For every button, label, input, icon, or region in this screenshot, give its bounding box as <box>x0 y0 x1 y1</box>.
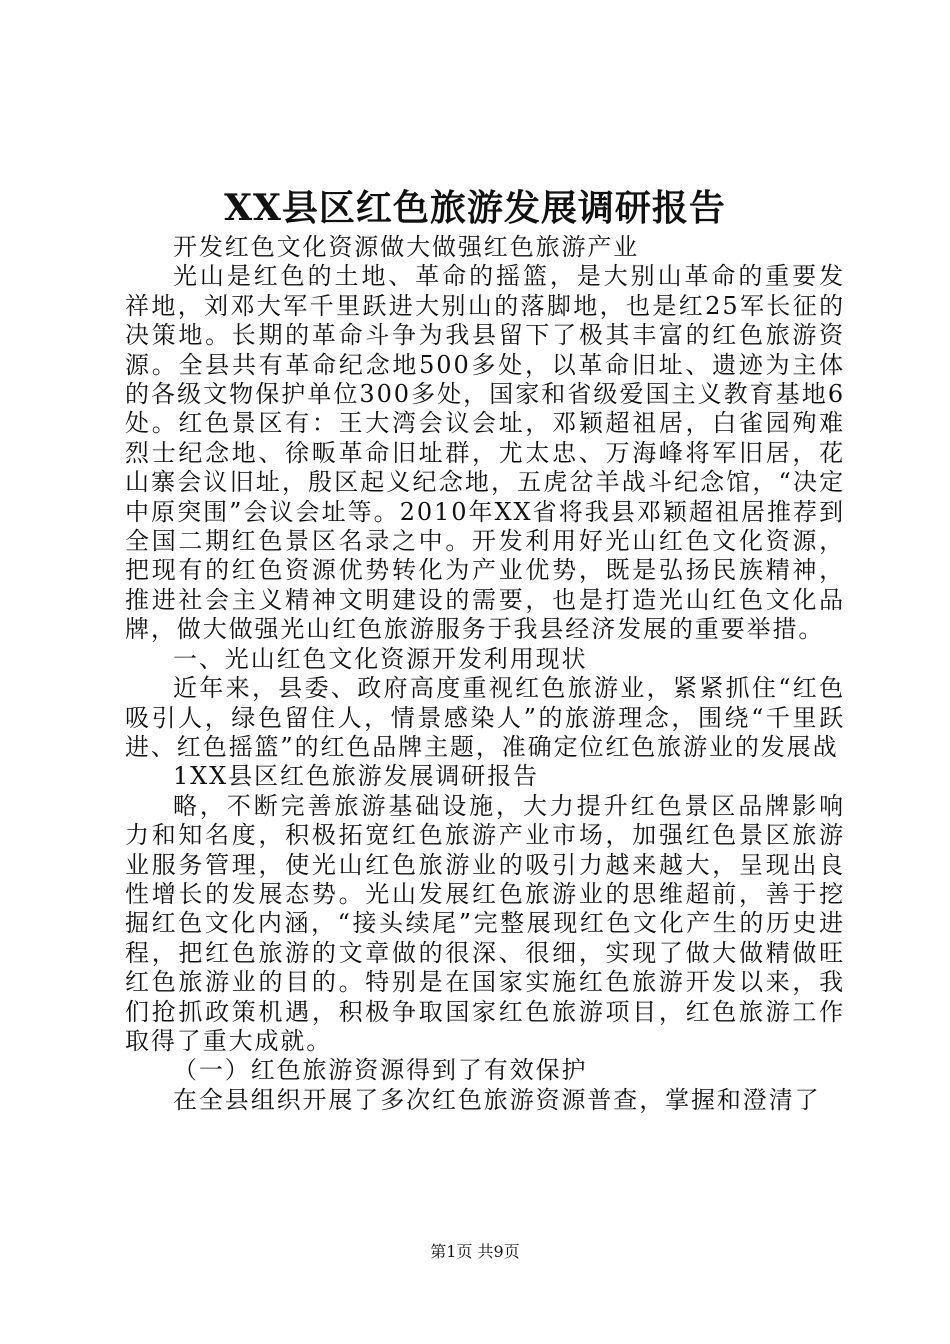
page-header-repeat: 1XX县区红色旅游发展调研报告 <box>173 762 539 791</box>
document-body <box>125 233 845 1115</box>
paragraph-strategy: 略，不断完善旅游基础设施，大力提升红色景区品牌影响力和知名度，积极拓宽红色旅游产业市场，加强红色景区旅游业服务管理，使光山红色旅游业的吸引力越来越大，呈现出良性增长的发展态势。光山发展红色旅游业的思维超前，善于挖掘红色文化内涵，“接头续尾”完整展现红色文化产生的历史进程，把红色旅游的文章做的很深、很细，实现了做大做精做旺红色旅游业的目的。特别是在国家实施红色旅游开发以来，我们抢抓政策机遇，积极争取国家红色旅游项目，红色旅游工作取得了重大成就。 <box>125 791 845 1055</box>
page-footer: 第1页 共9页 <box>430 1242 520 1261</box>
paragraph-intro: 光山是红色的土地、革命的摇篮，是大别山革命的重要发祥地，刘邓大军千里跃进大别山的落脚地，也是红25军长征的决策地。长期的革命斗争为我县留下了极其丰富的红色旅游资源。全县共有革命纪念地500多处，以革命旧址、遗迹为主体的各级文物保护单位300多处，国家和省级爱国主义教育基地6处。红色景区有：王大湾会议会址，邓颖超祖居，白雀园殉难烈士纪念地、徐畈革命旧址群，尤太忠、万海峰将军旧居，花山寨会议旧址，殷区起义纪念地，五虎岔羊战斗纪念馆，“决定中原突围”会议会址等。2010年XX省将我县邓颖超祖居推荐到全国二期红色景区名录之中。开发利用好光山红色文化资源，把现有的红色资源优势转化为产业优势，既是弘扬民族精神，推进社会主义精神文明建设的需要，也是打造光山红色文化品牌，做大做强光山红色旅游服务于我县经济发展的重要举措。 <box>125 262 845 644</box>
paragraph-subtitle: 开发红色文化资源做大做强红色旅游产业 <box>173 233 640 261</box>
document-title: XX县区红色旅游发展调研报告 <box>224 187 726 229</box>
section-heading-1: 一、光山红色文化资源开发利用现状 <box>173 644 588 673</box>
paragraph-status: 近年来，县委、政府高度重视红色旅游业，紧紧抓住“红色吸引人，绿色留住人，情景感染人”的旅游理念，围绕“千里跃进、红色摇篮”的红色品牌主题，准确定位红色旅游业的发展战 <box>125 674 845 761</box>
paragraph-survey: 在全县组织开展了多次红色旅游资源普查，掌握和澄清了 <box>173 1085 821 1114</box>
subsection-heading-1: （一）红色旅游资源得到了有效保护 <box>173 1056 588 1085</box>
